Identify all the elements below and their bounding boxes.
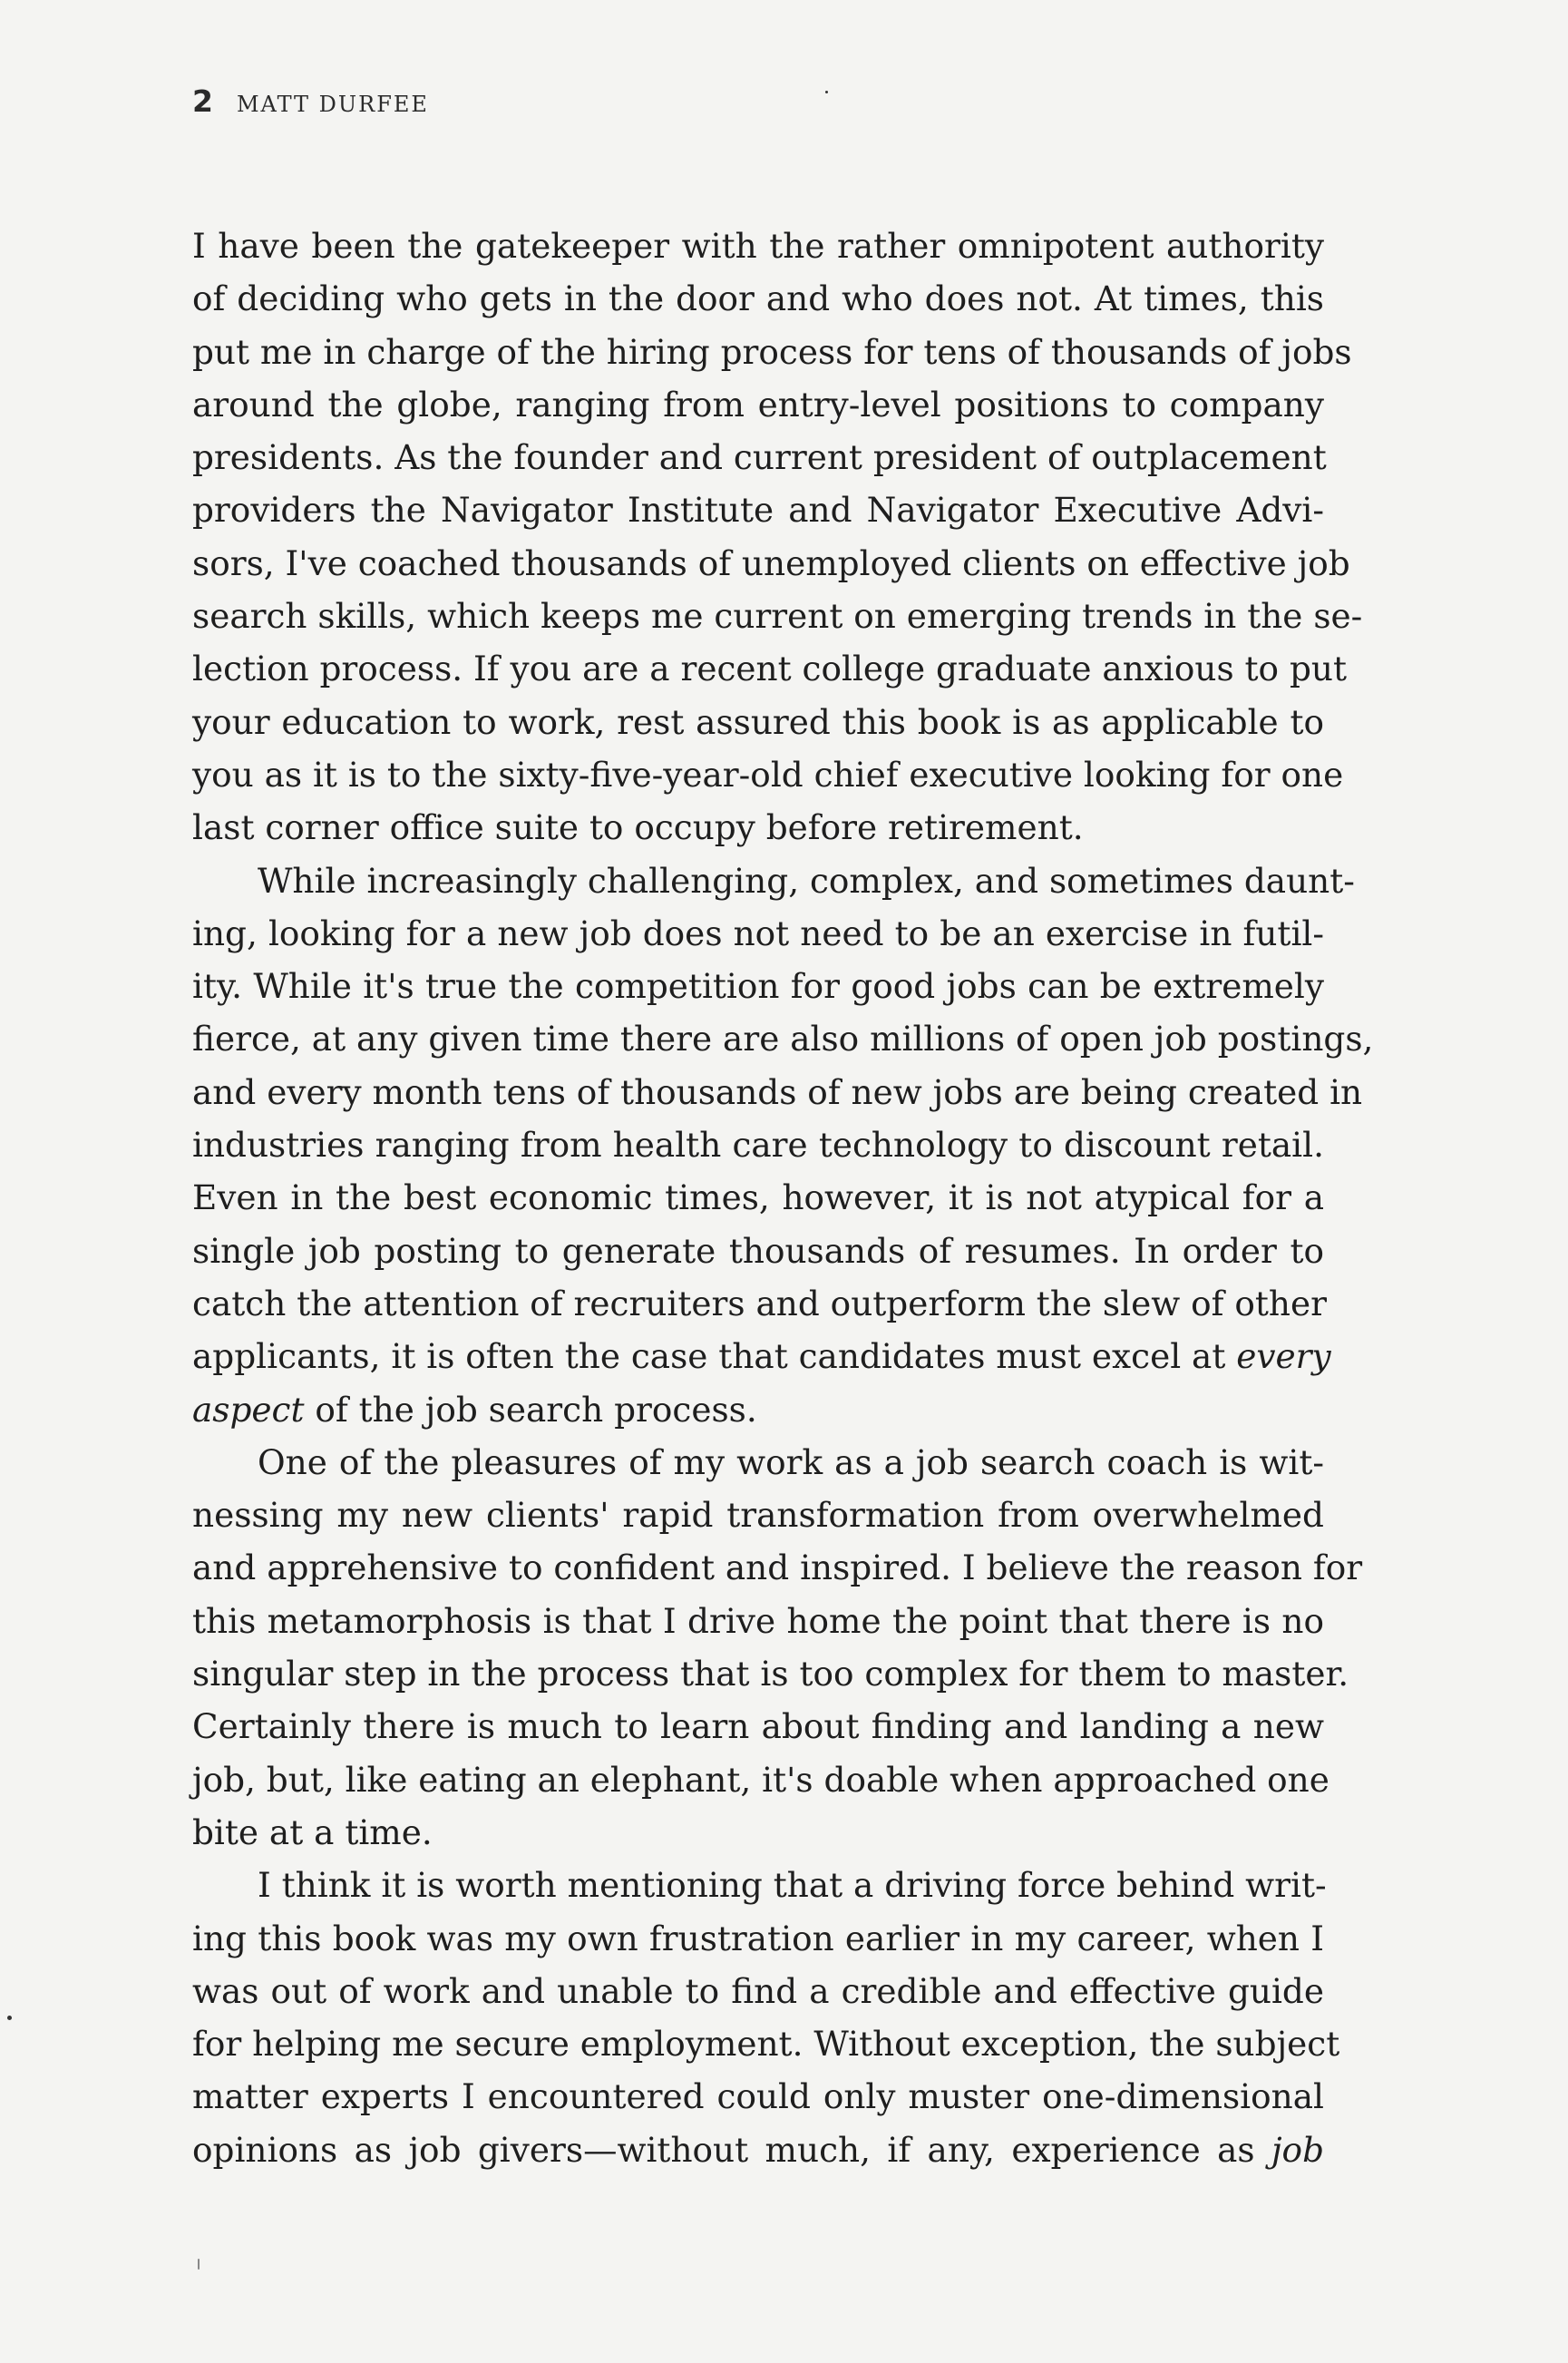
scan-speck bbox=[825, 91, 828, 93]
italic-word: aspect bbox=[192, 1389, 305, 1430]
text-line: this metamorphosis is that I drive home the point that there is no bbox=[192, 1600, 1324, 1641]
text-line: around the globe, ranging from entry-level positions to company bbox=[192, 384, 1324, 425]
paragraph-4 bbox=[192, 1859, 1340, 2176]
scan-speck bbox=[7, 2016, 12, 2020]
italic-word: every bbox=[1236, 1336, 1331, 1377]
text-line bbox=[192, 2124, 1324, 2176]
text-line: industries ranging from health care technology to discount retail. bbox=[192, 1125, 1324, 1166]
text-line: you as it is to the sixty-five-year-old chief executive looking for one bbox=[192, 754, 1344, 795]
text-line: sors, I've coached thousands of unemployed clients on effective job bbox=[192, 542, 1350, 583]
body-text bbox=[192, 220, 1374, 2176]
text-line: matter experts I encountered could only muster one-dimensional bbox=[192, 2076, 1324, 2117]
text-line: put me in charge of the hiring process for tens of thousands of jobs bbox=[192, 331, 1352, 372]
text-line-content: opinions as job givers—without much, if any, experience as bbox=[192, 2129, 1255, 2170]
text-line: ing this book was my own frustration earlier in my career, when I bbox=[192, 1918, 1324, 1958]
scan-speck bbox=[198, 2259, 200, 2270]
text-line-content: of the job search process. bbox=[315, 1389, 757, 1430]
text-line: One of the pleasures of my work as a job search coach is wit- bbox=[258, 1441, 1324, 1482]
paragraph-1 bbox=[192, 220, 1363, 854]
text-line: single job posting to generate thousands of resumes. In order to bbox=[192, 1230, 1324, 1271]
text-line: catch the attention of recruiters and outperform the slew of other bbox=[192, 1283, 1327, 1323]
text-line: your education to work, rest assured this book is as applicable to bbox=[192, 701, 1324, 742]
running-head: MATT DURFEE bbox=[236, 92, 429, 117]
text-line: was out of work and unable to find a credible and effective guide bbox=[192, 1970, 1324, 2011]
text-line bbox=[192, 1330, 1331, 1382]
italic-word: job bbox=[1271, 2129, 1325, 2170]
text-line: presidents. As the founder and current president of outplacement bbox=[192, 437, 1327, 478]
text-line: job, but, like eating an elephant, it's doable when approached one bbox=[192, 1759, 1329, 1800]
text-line: ity. While it's true the competition for good jobs can be extremely bbox=[192, 966, 1324, 1007]
text-line: ing, looking for a new job does not need to be an exercise in futil- bbox=[192, 913, 1324, 953]
text-line: search skills, which keeps me current on emerging trends in the se- bbox=[192, 596, 1363, 637]
text-line: fierce, at any given time there are also millions of open job postings, bbox=[192, 1019, 1374, 1059]
text-line: last corner office suite to occupy before retirement. bbox=[192, 807, 1084, 848]
page-header bbox=[192, 83, 429, 119]
text-line: lection process. If you are a recent college graduate anxious to put bbox=[192, 649, 1347, 689]
text-line: I have been the gatekeeper with the rather omnipotent authority bbox=[192, 226, 1324, 266]
text-line: of deciding who gets in the door and who does not. At times, this bbox=[192, 278, 1324, 319]
text-line: Even in the best economic times, however, it is not atypical for a bbox=[192, 1177, 1324, 1218]
text-line: Certainly there is much to learn about finding and landing a new bbox=[192, 1706, 1324, 1747]
page-number: 2 bbox=[192, 83, 213, 119]
text-line: providers the Navigator Institute and Navigator Executive Advi- bbox=[192, 490, 1324, 531]
text-line: and every month tens of thousands of new jobs are being created in bbox=[192, 1071, 1363, 1112]
text-line: singular step in the process that is too complex for them to master. bbox=[192, 1654, 1349, 1694]
text-line-content: applicants, it is often the case that candidates must excel at bbox=[192, 1336, 1226, 1377]
text-line bbox=[192, 1383, 1324, 1436]
text-line: nessing my new clients' rapid transformation from overwhelmed bbox=[192, 1495, 1324, 1536]
text-line: bite at a time. bbox=[192, 1811, 433, 1852]
paragraph-2 bbox=[192, 854, 1374, 1436]
text-line: I think it is worth mentioning that a driving force behind writ- bbox=[258, 1865, 1327, 1906]
text-line: and apprehensive to confident and inspired. I believe the reason for bbox=[192, 1548, 1363, 1588]
text-line: While increasingly challenging, complex, and sometimes daunt- bbox=[258, 860, 1355, 901]
paragraph-3 bbox=[192, 1436, 1363, 1859]
text-line: for helping me secure employment. Without exception, the subject bbox=[192, 2024, 1340, 2065]
